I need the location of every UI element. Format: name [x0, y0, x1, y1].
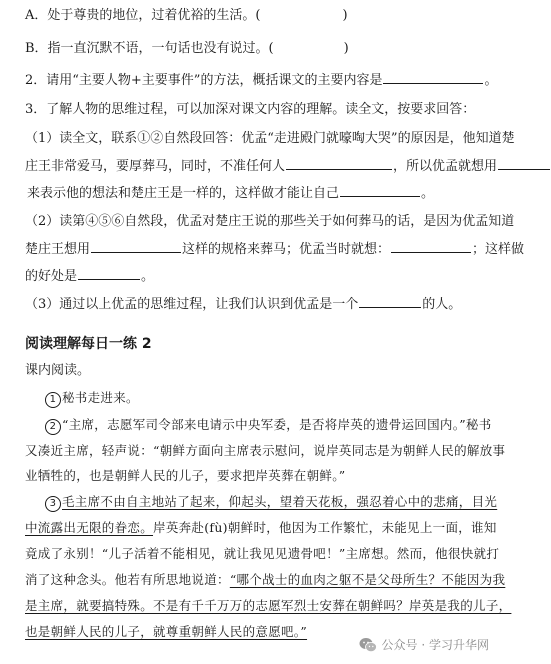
q3-1-blank-2[interactable]: [498, 157, 550, 170]
q2-text: 2．请用“主要人物+主要事件”的方法，概括课文的主要内容是: [25, 73, 383, 88]
watermark: [359, 636, 489, 653]
section-title: 阅读理解每日一练 2: [25, 336, 152, 352]
passage-paragraph-3-line5: [25, 597, 512, 614]
q2-end: 。: [484, 73, 498, 88]
q3-1-blank-3[interactable]: [340, 184, 420, 197]
q3-2-blank-2[interactable]: [391, 240, 471, 253]
question-3: [25, 101, 499, 118]
q3-1-blank-1[interactable]: [286, 157, 392, 170]
q3-2-blank-1[interactable]: [91, 240, 181, 253]
passage-paragraph-3-line4: 消了这种念头。他若有所思地说道：“哪个战士的血肉之躯不是父母所生？不能因为我: [25, 572, 506, 587]
question-2: [25, 71, 499, 89]
q3-text: 3．了解人物的思维过程，可以加深对课文内容的理解。读全文，按要求回答：: [25, 102, 476, 117]
q3-2-line2: 楚庄王想用 这样的规格来葬马；优孟当时就想： ；这样做: [25, 242, 525, 257]
q3-1-line1: （1）读全文，联系①②自然段回答：优孟“走进殿门就嚎啕大哭”的原因是，他知道楚: [25, 131, 515, 146]
underlined-sentence-1: 毛主席不由自主地站了起来，仰起头，望着天花板，强忍着心中的悲痛，目光: [62, 494, 498, 509]
q2-blank[interactable]: [383, 71, 483, 84]
paragraph-number-1: 1: [45, 392, 61, 408]
passage-paragraph-1: 1 秘书走进来。: [45, 389, 499, 408]
q1-option-a-text: A．处于尊贵的地位，过着优裕的生活。(: [25, 8, 261, 23]
passage-paragraph-3-line2: 中流露出无限的眷恋。岸英奔赴(fù)朝鲜时，他因为工作繁忙，未能见上一面，谁知: [25, 520, 497, 535]
passage-paragraph-2-line3: 业牺牲的，也是朝鲜人民的儿子，要求把岸英葬在朝鲜。”: [25, 468, 346, 483]
wechat-icon: [359, 637, 377, 653]
q3-2-line1: （2）读第④⑤⑥自然段，优孟对楚庄王说的那些关于如何葬马的话，是因为优孟知道: [25, 214, 515, 229]
passage-paragraph-3-line1: [45, 493, 499, 512]
q1-option-a-close: ): [342, 8, 348, 23]
q3-1-line3: 来表示他的想法和楚庄王是一样的，这样做才能让自己 。: [27, 186, 435, 201]
q3-2-line3: 的好处是 。: [25, 269, 155, 284]
underlined-quote-start: “哪个战士的血肉之躯不是父母所生？不能因为我: [229, 572, 506, 587]
q1-option-b: [25, 40, 499, 57]
q3-3-line: （3）通过以上优孟的思维过程，让我们认识到优孟是一个 的人。: [25, 297, 462, 312]
q1-option-b-close: ): [343, 41, 349, 56]
q1-option-b-text: B．指一直沉默不语，一句话也没有说过。(: [25, 41, 274, 56]
q3-3-blank[interactable]: [359, 295, 421, 308]
paragraph-number-3: 3: [45, 496, 61, 512]
paragraph-number-2: 2: [45, 419, 61, 435]
watermark-text: 公众号 · 学习升华网: [381, 638, 489, 652]
passage-paragraph-2-line2: 又凑近主席，轻声说：“朝鲜方面向主席表示慰问，说岸英同志是为朝鲜人民的解放事: [25, 443, 506, 458]
underlined-quote-middle: 是主席，就要搞特殊。不是有千千万万的志愿军烈士安葬在朝鲜吗？岸英是我的儿子，: [25, 598, 512, 613]
q3-1-line2: 庄王非常爱马，要厚葬马，同时，不准任何人 ，所以优孟就想用: [25, 157, 499, 175]
underlined-sentence-1-end: 中流露出无限的眷恋。: [25, 520, 154, 535]
section-subtitle: 课内阅读。: [25, 363, 91, 378]
q3-2-blank-3[interactable]: [78, 267, 140, 280]
q1-option-a: [25, 7, 499, 24]
underlined-quote-end: 也是朝鲜人民的儿子，就尊重朝鲜人民的意愿吧。”: [25, 624, 308, 639]
passage-paragraph-2-line1: 2 “主席，志愿军司令部来电请示中央军委，是否将岸英的遗骨运回国内。”秘书: [45, 416, 499, 435]
passage-paragraph-3-line3: 竟成了永别！“儿子活着不能相见，就让我见见遗骨吧！”主席想。然而，他很快就打: [25, 546, 500, 561]
